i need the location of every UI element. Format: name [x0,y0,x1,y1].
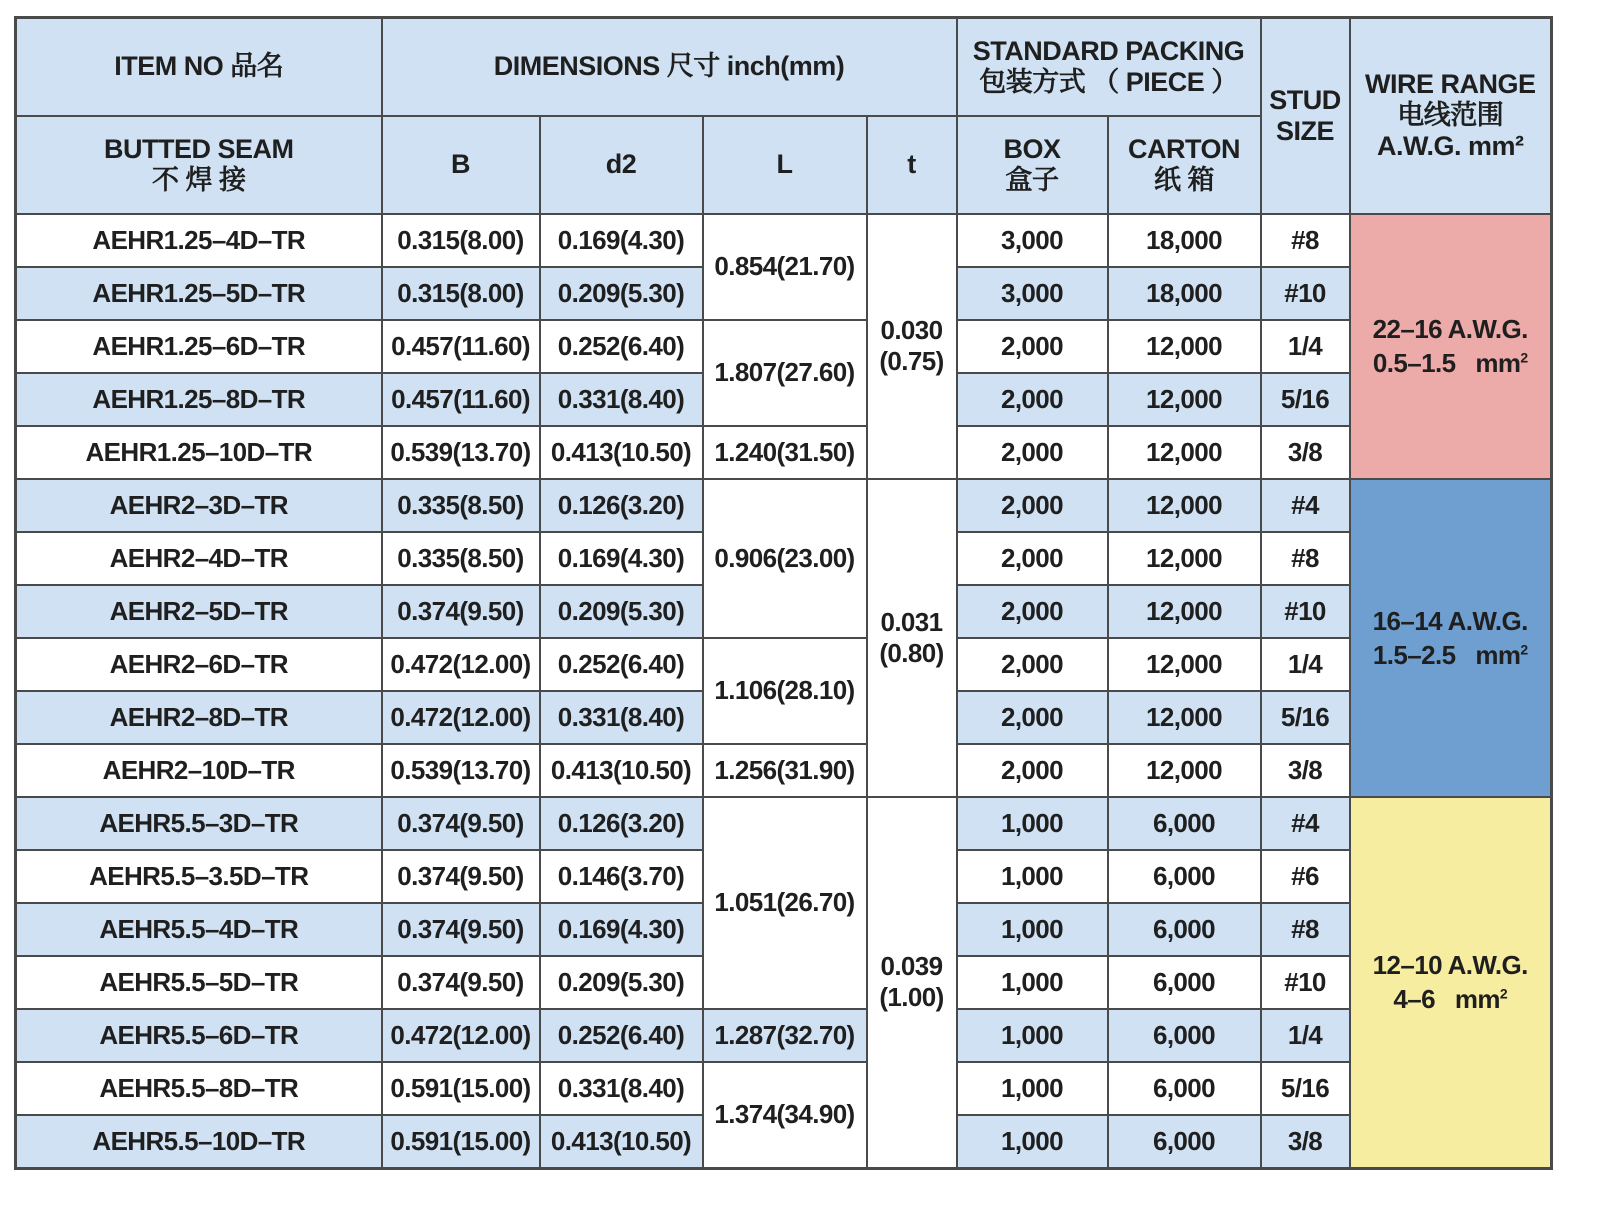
header-butted-seam [16,116,382,214]
box-cell: 1,000 [957,1009,1108,1062]
item-no-cell: AEHR5.5–4D–TR [16,903,382,956]
d2-cell: 0.252(6.40) [540,638,703,691]
d2-cell: 0.413(10.50) [540,426,703,479]
item-no-cell: AEHR2–4D–TR [16,532,382,585]
box-cell: 2,000 [957,744,1108,797]
wire-range-mm-superscript: 2 [1520,349,1528,366]
table-row [16,214,1552,267]
t-cell [867,797,957,1169]
l-cell: 1.287(32.70) [703,1009,867,1062]
item-no-cell: AEHR2–10D–TR [16,744,382,797]
stud-size-cell: 5/16 [1261,373,1350,426]
spec-table [14,16,1553,1170]
stud-size-cell: #10 [1261,267,1350,320]
d2-cell: 0.413(10.50) [540,744,703,797]
header-wire-range-line1: WIRE RANGE [1365,69,1536,100]
box-cell: 2,000 [957,320,1108,373]
header-row-1 [16,18,1552,116]
header-carton-line1: CARTON [1127,133,1240,164]
wire-range-awg: 16–14 A.W.G. [1372,605,1528,636]
stud-size-cell: #4 [1261,479,1350,532]
wire-range-cell [1350,214,1552,479]
header-wire-range-line2: 电线范围 [1397,100,1504,131]
wire-range-mm [1351,638,1551,672]
d2-cell: 0.169(4.30) [540,214,703,267]
b-cell: 0.374(9.50) [382,850,540,903]
b-cell: 0.539(13.70) [382,426,540,479]
carton-cell: 12,000 [1108,373,1261,426]
t-mm: (0.75) [879,346,944,376]
carton-cell: 12,000 [1108,638,1261,691]
item-no-cell: AEHR2–5D–TR [16,585,382,638]
table-row [16,426,1552,479]
wire-range-awg: 22–16 A.W.G. [1372,314,1528,344]
header-standard-packing-line2: 包装方式 （ PIECE ） [979,66,1238,97]
box-cell: 1,000 [957,850,1108,903]
d2-cell: 0.169(4.30) [540,532,703,585]
d2-cell: 0.252(6.40) [540,1009,703,1062]
header-d2: d2 [540,116,703,214]
d2-cell: 0.331(8.40) [540,1062,703,1115]
l-cell: 1.807(27.60) [703,320,867,426]
wire-range-awg: 12–10 A.W.G. [1372,950,1528,980]
t-mm: (1.00) [879,982,944,1012]
d2-cell: 0.169(4.30) [540,903,703,956]
stud-size-cell: 5/16 [1261,1062,1350,1115]
box-cell: 2,000 [957,532,1108,585]
table-row [16,320,1552,373]
t-inch: 0.030 [880,315,943,345]
wire-range-mm-unit: mm [1454,984,1500,1014]
box-cell: 3,000 [957,267,1108,320]
table-row [16,1009,1552,1062]
b-cell: 0.591(15.00) [382,1062,540,1115]
l-cell: 1.106(28.10) [703,638,867,744]
box-cell: 2,000 [957,426,1108,479]
table-row [16,797,1552,850]
carton-cell: 12,000 [1108,426,1261,479]
carton-cell: 18,000 [1108,214,1261,267]
stud-size-cell: 1/4 [1261,320,1350,373]
t-cell [867,479,957,797]
stud-size-cell: 3/8 [1261,426,1350,479]
stud-size-cell: #6 [1261,850,1350,903]
header-box-line2: 盒子 [1005,164,1059,195]
box-cell: 1,000 [957,797,1108,850]
b-cell: 0.374(9.50) [382,797,540,850]
box-cell: 3,000 [957,214,1108,267]
carton-cell: 6,000 [1108,1009,1261,1062]
b-cell: 0.591(15.00) [382,1115,540,1169]
d2-cell: 0.209(5.30) [540,956,703,1009]
carton-cell: 6,000 [1108,1062,1261,1115]
item-no-cell: AEHR5.5–3.5D–TR [16,850,382,903]
b-cell: 0.457(11.60) [382,373,540,426]
l-cell: 1.240(31.50) [703,426,867,479]
box-cell: 2,000 [957,373,1108,426]
l-cell: 1.374(34.90) [703,1062,867,1169]
stud-size-cell: #8 [1261,214,1350,267]
carton-cell: 12,000 [1108,585,1261,638]
carton-cell: 6,000 [1108,956,1261,1009]
stud-size-cell: #10 [1261,585,1350,638]
d2-cell: 0.126(3.20) [540,797,703,850]
box-cell: 2,000 [957,479,1108,532]
t-inch: 0.031 [880,606,943,637]
carton-cell: 6,000 [1108,850,1261,903]
b-cell: 0.335(8.50) [382,532,540,585]
header-wire-range [1350,18,1552,214]
wire-range-mm [1351,346,1551,380]
b-cell: 0.335(8.50) [382,479,540,532]
box-cell: 1,000 [957,956,1108,1009]
stud-size-cell: 3/8 [1261,1115,1350,1169]
l-cell: 0.906(23.00) [703,479,867,638]
b-cell: 0.472(12.00) [382,638,540,691]
t-inch: 0.039 [880,951,943,981]
box-cell: 2,000 [957,691,1108,744]
box-cell: 1,000 [957,1115,1108,1169]
table-row [16,744,1552,797]
header-l: L [703,116,867,214]
header-standard-packing-line1: STANDARD PACKING [972,35,1245,66]
box-cell: 2,000 [957,638,1108,691]
item-no-cell: AEHR1.25–8D–TR [16,373,382,426]
item-no-cell: AEHR1.25–5D–TR [16,267,382,320]
box-cell: 1,000 [957,1062,1108,1115]
header-stud-line1: STUD [1269,84,1341,115]
header-standard-packing [957,18,1261,116]
wire-range-mm-unit: mm [1475,348,1521,378]
carton-cell: 6,000 [1108,1115,1261,1169]
item-no-cell: AEHR5.5–10D–TR [16,1115,382,1169]
item-no-cell: AEHR5.5–3D–TR [16,797,382,850]
d2-cell: 0.209(5.30) [540,267,703,320]
header-carton [1108,116,1261,214]
stud-size-cell: #8 [1261,903,1350,956]
item-no-cell: AEHR5.5–8D–TR [16,1062,382,1115]
header-stud-line2: SIZE [1275,115,1334,146]
carton-cell: 6,000 [1108,903,1261,956]
header-box-line1: BOX [1003,133,1061,164]
box-cell: 1,000 [957,903,1108,956]
stud-size-cell: #10 [1261,956,1350,1009]
b-cell: 0.472(12.00) [382,691,540,744]
header-wire-range-line3: A.W.G. mm² [1376,131,1524,162]
d2-cell: 0.331(8.40) [540,691,703,744]
d2-cell: 0.413(10.50) [540,1115,703,1169]
b-cell: 0.472(12.00) [382,1009,540,1062]
l-cell: 0.854(21.70) [703,214,867,320]
header-butted-seam-line1: BUTTED SEAM [104,133,294,164]
item-no-cell: AEHR1.25–10D–TR [16,426,382,479]
carton-cell: 6,000 [1108,797,1261,850]
carton-cell: 18,000 [1108,267,1261,320]
d2-cell: 0.252(6.40) [540,320,703,373]
item-no-cell: AEHR2–8D–TR [16,691,382,744]
item-no-cell: AEHR1.25–6D–TR [16,320,382,373]
b-cell: 0.457(11.60) [382,320,540,373]
b-cell: 0.315(8.00) [382,267,540,320]
wire-range-mm-superscript: 2 [1520,640,1528,657]
l-cell: 1.051(26.70) [703,797,867,1009]
d2-cell: 0.331(8.40) [540,373,703,426]
header-stud-size [1261,18,1350,214]
stud-size-cell: 5/16 [1261,691,1350,744]
header-butted-seam-line2: 不 焊 接 [151,164,246,195]
table-row [16,638,1552,691]
wire-range-mm-superscript: 2 [1499,985,1508,1002]
stud-size-cell: #8 [1261,532,1350,585]
d2-cell: 0.209(5.30) [540,585,703,638]
box-cell: 2,000 [957,585,1108,638]
carton-cell: 12,000 [1108,691,1261,744]
wire-range-mm-value: 1.5–2.5 [1372,639,1456,670]
wire-range-mm-value: 0.5–1.5 [1372,348,1456,378]
d2-cell: 0.126(3.20) [540,479,703,532]
table-row [16,1062,1552,1115]
b-cell: 0.374(9.50) [382,903,540,956]
table-row [16,479,1552,532]
wire-range-mm [1351,982,1551,1016]
stud-size-cell: 1/4 [1261,638,1350,691]
carton-cell: 12,000 [1108,479,1261,532]
header-t: t [867,116,957,214]
b-cell: 0.374(9.50) [382,585,540,638]
stud-size-cell: 1/4 [1261,1009,1350,1062]
stud-size-cell: 3/8 [1261,744,1350,797]
carton-cell: 12,000 [1108,532,1261,585]
wire-range-mm-value: 4–6 [1393,984,1435,1014]
header-b: B [382,116,540,214]
t-mm: (0.80) [879,637,944,668]
item-no-cell: AEHR2–3D–TR [16,479,382,532]
header-box [957,116,1108,214]
d2-cell: 0.146(3.70) [540,850,703,903]
item-no-cell: AEHR5.5–6D–TR [16,1009,382,1062]
wire-range-mm-unit: mm [1475,639,1521,670]
header-item-no: ITEM NO 品名 [16,18,382,116]
carton-cell: 12,000 [1108,320,1261,373]
b-cell: 0.539(13.70) [382,744,540,797]
b-cell: 0.374(9.50) [382,956,540,1009]
item-no-cell: AEHR5.5–5D–TR [16,956,382,1009]
wire-range-cell [1350,479,1552,797]
item-no-cell: AEHR1.25–4D–TR [16,214,382,267]
wire-range-cell [1350,797,1552,1169]
item-no-cell: AEHR2–6D–TR [16,638,382,691]
carton-cell: 12,000 [1108,744,1261,797]
stud-size-cell: #4 [1261,797,1350,850]
l-cell: 1.256(31.90) [703,744,867,797]
header-carton-line2: 纸 箱 [1153,164,1214,195]
b-cell: 0.315(8.00) [382,214,540,267]
header-dimensions: DIMENSIONS 尺寸 inch(mm) [382,18,957,116]
t-cell [867,214,957,479]
